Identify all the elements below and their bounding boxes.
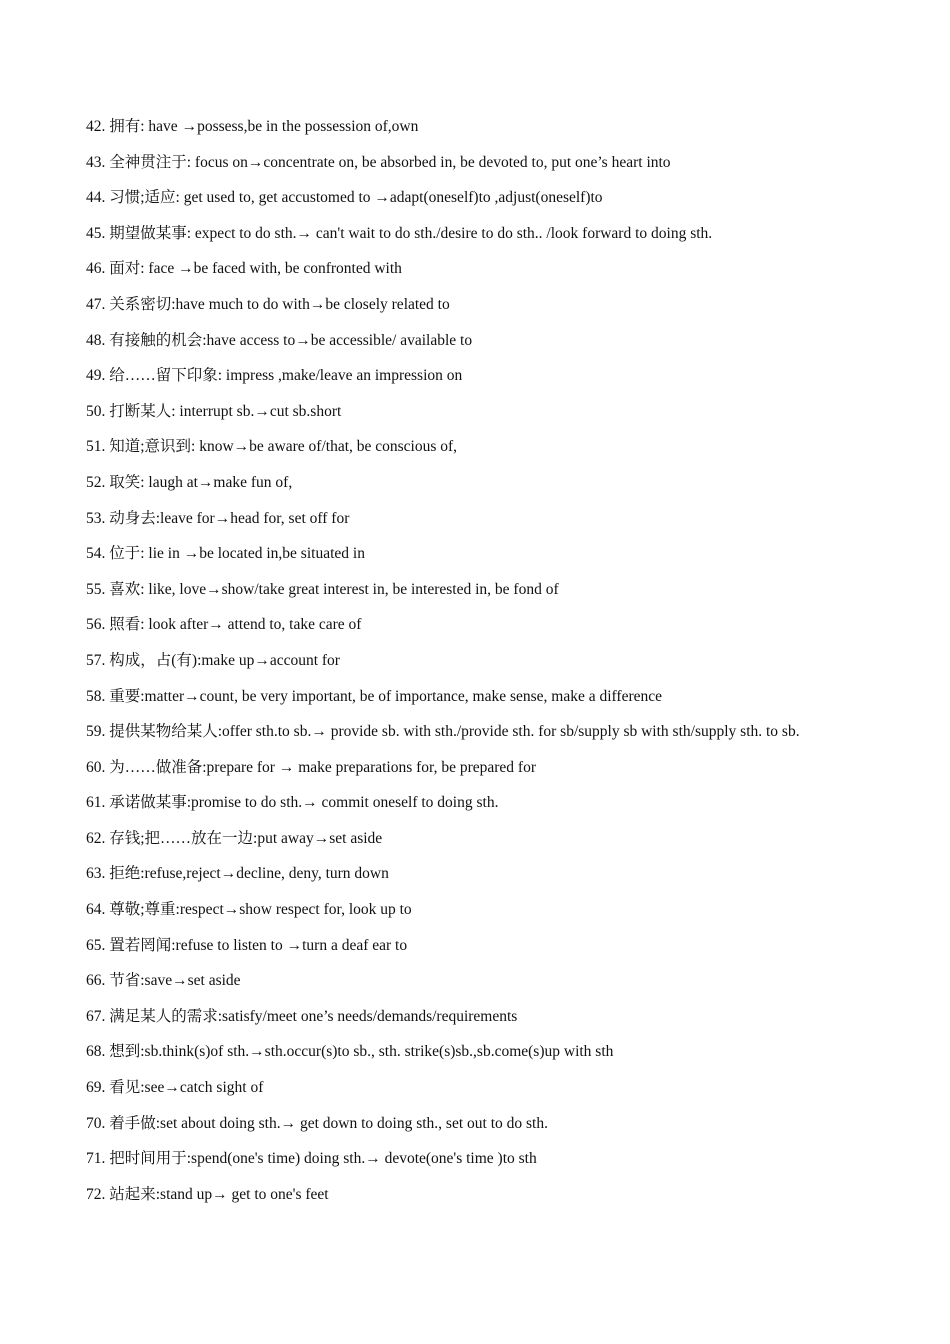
list-item: 54. 位于: lie in →be located in,be situated in — [86, 545, 365, 563]
list-item: 57. 构成，占(有):make up→account for — [86, 651, 340, 669]
list-item: 65. 置若罔闻:refuse to listen to →turn a deaf ear to — [86, 936, 408, 954]
list-item: 64. 尊敬;尊重:respect→show respect for, look up to — [86, 901, 412, 919]
list-item: 60. 为……做准备:prepare for → make preparations for, be prepared for — [86, 758, 537, 776]
list-item: 43. 全神贯注于: focus on→concentrate on, be absorbed in, be devoted to, put one’s heart into — [86, 153, 671, 171]
list-item: 45. 期望做某事: expect to do sth.→ can't wait to do sth./desire to do sth.. /look forward to doing sth. — [86, 224, 713, 242]
list-item: 49. 给……留下印象: impress ,make/leave an impression on — [86, 367, 463, 385]
list-item: 72. 站起来:stand up→ get to one's feet — [86, 1185, 329, 1203]
list-item: 61. 承诺做某事:promise to do sth.→ commit oneself to doing sth. — [86, 794, 499, 812]
list-item: 51. 知道;意识到: know→be aware of/that, be conscious of, — [86, 438, 458, 456]
list-item: 68. 想到:sb.think(s)of sth.→sth.occur(s)to sb., sth. strike(s)sb.,sb.come(s)up with sth — [86, 1043, 614, 1061]
list-item: 52. 取笑: laugh at→make fun of, — [86, 473, 293, 491]
list-item: 44. 习惯;适应: get used to, get accustomed to →adapt(oneself)to ,adjust(oneself)to — [86, 189, 603, 207]
list-item: 58. 重要:matter→count, be very important, be of importance, make sense, make a difference — [86, 687, 663, 705]
list-item: 42. 拥有: have →possess,be in the possession of,own — [86, 118, 419, 135]
list-item: 62. 存钱;把……放在一边:put away→set aside — [86, 829, 383, 847]
document-page — [86, 114, 926, 1217]
list-item: 63. 拒绝:refuse,reject→decline, deny, turn down — [86, 865, 389, 883]
list-item: 66. 节省:save→set aside — [86, 972, 241, 990]
list-item: 67. 满足某人的需求:satisfy/meet one’s needs/demands/requirements — [86, 1007, 518, 1025]
list-item: 55. 喜欢: like, love→show/take great interest in, be interested in, be fond of — [86, 580, 559, 598]
list-item: 53. 动身去:leave for→head for, set off for — [86, 509, 350, 527]
list-item: 69. 看见:see→catch sight of — [86, 1079, 264, 1097]
list-item: 70. 着手做:set about doing sth.→ get down to doing sth., set out to do sth. — [86, 1114, 548, 1132]
list-item: 56. 照看: look after→ attend to, take care of — [86, 616, 362, 634]
list-item: 48. 有接触的机会:have access to→be accessible/ available to — [86, 331, 473, 349]
list-item: 47. 关系密切:have much to do with→be closely related to — [86, 295, 450, 313]
list-item: 50. 打断某人: interrupt sb.→cut sb.short — [86, 402, 342, 420]
list-item: 59. 提供某物给某人:offer sth.to sb.→ provide sb. with sth./provide sth. for sb/supply sb with sth/supply sth. to sb. — [86, 723, 800, 741]
list-item: 46. 面对: face →be faced with, be confronted with — [86, 260, 402, 278]
list-item: 71. 把时间用于:spend(one's time) doing sth.→ devote(one's time )to sth — [86, 1150, 537, 1168]
